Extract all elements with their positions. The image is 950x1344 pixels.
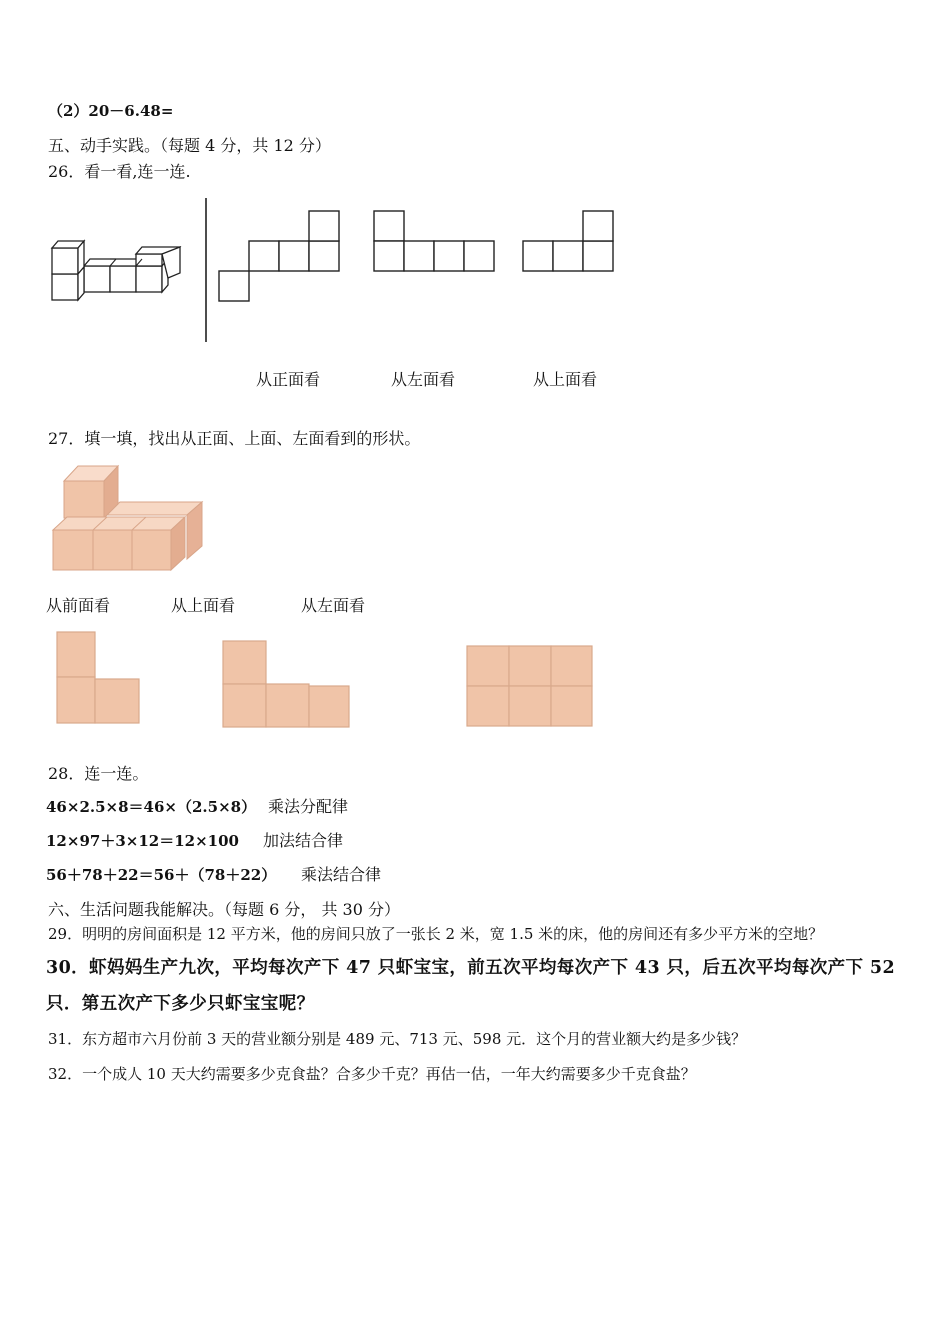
section6-heading: 六、生活问题我能解决。（每题 6 分， 共 30 分） [48,900,400,919]
q30-line-2: 只．第五次产下多少只虾宝宝呢？ [46,994,315,1014]
q28-prompt: 28．连一连。 [48,764,149,783]
q27-view-shape-1 [56,632,142,724]
q26-label-front: 从正面看 [256,370,321,389]
q26-prompt: 26．看一看,连一连. [48,162,191,181]
q26-view-shape-b [373,211,495,272]
q31-text: 31．东方超市六月份前 3 天的营业额分别是 489 元、713 元、598 元．这个月的营业额大约是多少钱？ [48,1030,747,1048]
q26-view-shape-c [522,211,614,272]
q28-expr-1: 46×2.5×8＝46×（2.5×8） [46,798,257,816]
q25-part2: （2）20－6.48= [48,102,174,120]
q27-label-left: 从左面看 [301,596,366,615]
q29-text: 29．明明的房间面积是 12 平方米，他的房间只放了一张长 2 米，宽 1.5 米的床，他的房间还有多少平方米的空地？ [48,925,824,943]
q27-label-front: 从前面看 [46,596,111,615]
q26-view-shape-a [218,211,340,302]
q26-label-left: 从左面看 [391,370,456,389]
q27-prompt: 27．填一填，找出从正面、上面、左面看到的形状。 [48,429,421,448]
q27-view-shape-2 [222,641,352,728]
q26-label-top: 从上面看 [533,370,598,389]
q28-law-1: 乘法分配律 [268,797,349,816]
q27-view-shape-3 [466,645,594,727]
q27-label-top: 从上面看 [171,596,236,615]
q26-isometric-cubes-figure [50,238,190,308]
q30-line-1: 30．虾妈妈生产九次，平均每次产下 47 只虾宝宝，前五次平均每次产下 43 只，后五次平均每次产下 52 [46,958,896,978]
q28-law-2: 加法结合律 [263,831,344,850]
q27-cube-stack-figure [50,462,205,574]
q26-divider-line [203,198,209,342]
q32-text: 32．一个成人 10 天大约需要多少克食盐？合多少千克？再估一估，一年大约需要多少千克食盐？ [48,1065,696,1083]
q28-law-3: 乘法结合律 [301,865,382,884]
q28-expr-2: 12×97＋3×12＝12×100 [46,832,239,850]
q28-expr-3: 56＋78＋22＝56＋（78＋22） [46,866,277,884]
section5-heading: 五、动手实践。（每题 4 分，共 12 分） [48,136,331,155]
